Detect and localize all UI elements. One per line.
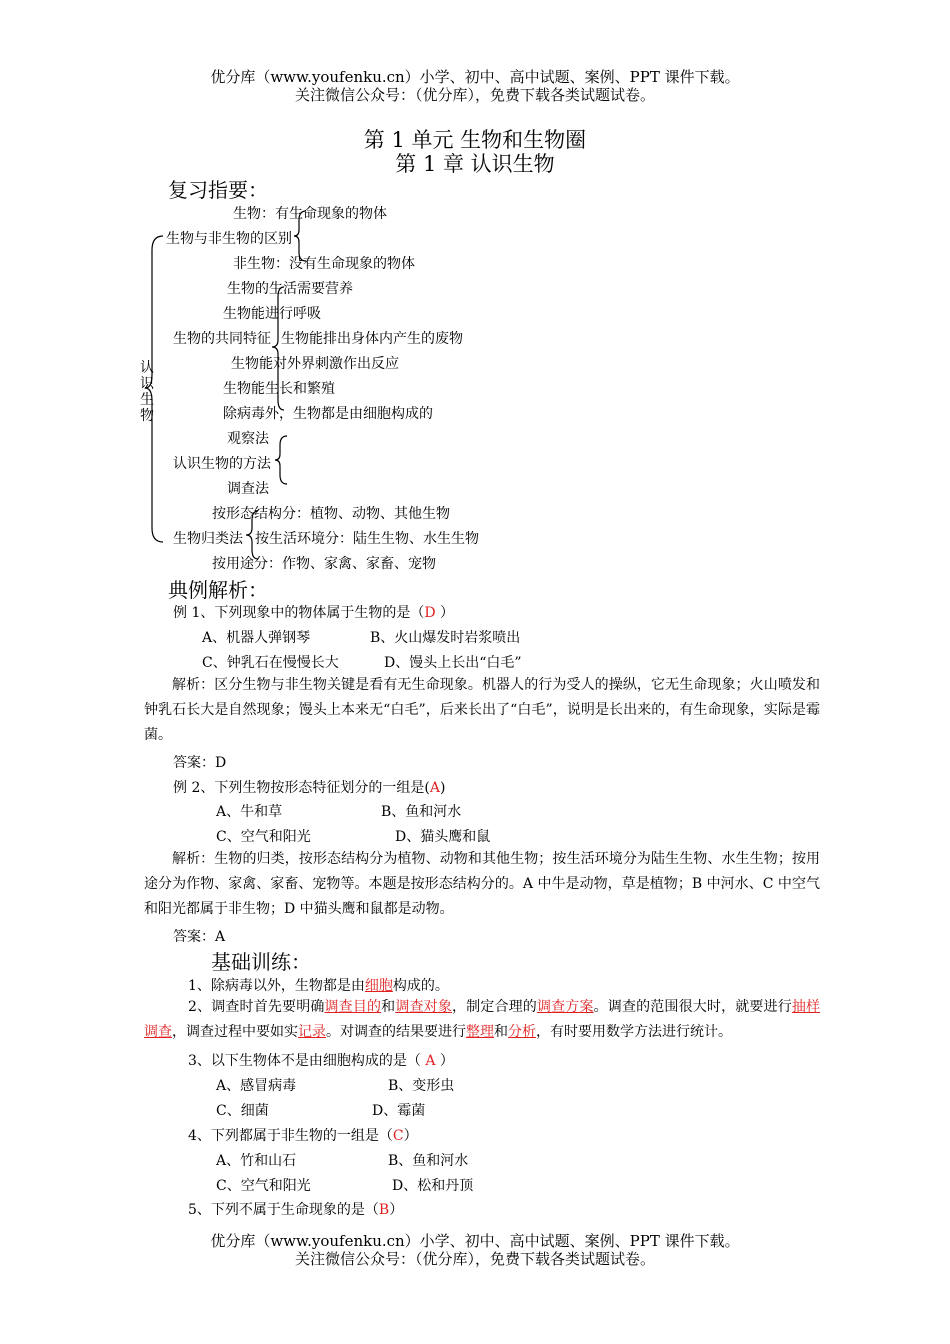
ex1-question-text: 例 1、下列现象中的物体属于生物的是（ (173, 605, 425, 621)
ex1-option-a: A、机器人弹钢琴 (202, 630, 311, 646)
footer-line-2: 关注微信公众号：（优分库），免费下载各类试题试卷。 (294, 1250, 655, 1268)
training-heading: 基础训练： (211, 950, 311, 974)
g3-item-1: 观察法 (227, 431, 269, 447)
q2-t7: 和 (494, 1024, 508, 1040)
q2-a2: 调查对象 (395, 999, 452, 1015)
g1-label: 生物与非生物的区别 (166, 231, 292, 247)
group3-brace (275, 436, 287, 484)
q3-option-d: D、霉菌 (372, 1103, 426, 1119)
q5-text: 5、下列不属于生命现象的是（ (188, 1202, 379, 1218)
header-line-1: 优分库（www.youfenku.cn）小学、初中、高中试题、案例、PPT 课件下载。 (210, 68, 740, 86)
q2-t8: ，有时要用数学方法进行统计。 (536, 1024, 732, 1040)
q1-answer: 细胞 (364, 978, 393, 994)
q4 (188, 1125, 418, 1145)
q4-option-a: A、竹和山石 (216, 1153, 297, 1169)
g3-item-2: 调查法 (227, 481, 269, 497)
q2-a1: 调查目的 (324, 999, 382, 1015)
q3-option-b: B、变形虫 (388, 1078, 455, 1094)
q2-a3: 调查方案 (536, 999, 594, 1015)
ex1-option-c: C、钟乳石在慢慢长大 (202, 655, 339, 671)
g3-label: 认识生物的方法 (173, 456, 271, 472)
ex2-option-d: D、猫头鹰和鼠 (395, 829, 491, 845)
footer-line-1: 优分库（www.youfenku.cn）小学、初中、高中试题、案例、PPT 课件下载。 (210, 1232, 740, 1250)
q3-option-c: C、细菌 (216, 1103, 269, 1119)
chapter-title: 第 1 章 认识生物 (395, 152, 555, 176)
q3-text: 3、以下生物体不是由细胞构成的是（ (188, 1053, 426, 1069)
q2-t6: 。对调查的结果要进行 (326, 1024, 466, 1040)
g2-item-6: 除病毒外，生物都是由细胞构成的 (223, 406, 433, 422)
ex1-question-end: ） (435, 605, 455, 621)
mindmap-root-label: 认识生物 (140, 360, 154, 424)
q5-answer: B (378, 1202, 390, 1218)
q2-t3: ，制定合理的 (452, 999, 537, 1015)
q4-option-b: B、鱼和河水 (388, 1153, 469, 1169)
q2-t5: ，调查过程中要如实 (172, 1024, 298, 1040)
q2-a4: 抽样调查 (144, 999, 821, 1040)
ex1-analysis: 解析：区分生物与非生物关键是看有无生命现象。机器人的行为受人的操纵，它无生命现象；火山喷发和钟乳石长大是自然现象；馒头上本来无“白毛”，后来长出了“白毛”，说明是长出来的，有生命现象，实际是霉菌。 (144, 677, 820, 743)
q5 (188, 1199, 403, 1219)
q2 (144, 995, 820, 1045)
g2-item-1: 生物的生活需要营养 (227, 281, 353, 297)
ex2-question (173, 777, 445, 797)
g4-item-1: 按形态结构分：植物、动物、其他生物 (212, 506, 450, 522)
examples-heading: 典例解析： (168, 578, 268, 602)
ex2-answer-mark: A (429, 780, 440, 796)
header-line-2: 关注微信公众号：（优分库），免费下载各类试题试卷。 (294, 86, 655, 104)
q5-text-end: ） (389, 1202, 404, 1218)
q4-text-end: ） (403, 1128, 418, 1144)
ex2-question-text: 例 2、下列生物按形态特征划分的一组是( (173, 780, 430, 796)
mindmap-brackets (0, 0, 950, 600)
g2-item-5: 生物能生长和繁殖 (223, 381, 335, 397)
ex2-option-a: A、牛和草 (216, 804, 283, 820)
g4-item-3: 按用途分：作物、家禽、家畜、宠物 (212, 556, 436, 572)
q4-option-d: D、松和丹顶 (392, 1178, 474, 1194)
root-brace (145, 236, 163, 542)
q1-text-end: 构成的。 (392, 978, 449, 994)
g1-item-1: 生物：有生命现象的物体 (233, 206, 387, 222)
ex2-question-end: ) (439, 780, 446, 796)
q1 (188, 975, 449, 995)
ex2-option-c: C、空气和阳光 (216, 829, 311, 845)
q2-a7: 分析 (508, 1024, 536, 1040)
ex1-answer-mark: D (424, 605, 436, 621)
q3 (188, 1050, 454, 1070)
q2-t2: 和 (381, 999, 396, 1015)
q3-answer: A (425, 1053, 436, 1069)
g4-item-2: 按生活环境分：陆生生物、水生生物 (255, 531, 479, 547)
review-heading: 复习指要： (168, 178, 268, 202)
q1-text: 1、除病毒以外，生物都是由 (188, 978, 365, 994)
q4-option-c: C、空气和阳光 (216, 1178, 311, 1194)
q2-t4: 。调查的范围很大时，就要进行 (593, 999, 792, 1015)
g2-label: 生物的共同特征 (173, 331, 271, 347)
q4-answer: C (392, 1128, 404, 1144)
g1-item-2: 非生物：没有生命现象的物体 (233, 256, 415, 272)
ex1-answer-line: 答案：D (173, 755, 227, 771)
ex2-analysis: 解析：生物的归类，按形态结构分为植物、动物和其他生物；按生活环境分为陆生生物、水生生物；按用途分为作物、家禽、家畜、宠物等。本题是按形态结构分的。A 中牛是动物，草是植物；B 中河水、C 中空气和阳光都属于非生物；D 中猫头鹰和鼠都是动物。 (144, 851, 820, 917)
ex2-answer-line: 答案：A (173, 929, 226, 945)
ex2-option-b: B、鱼和河水 (381, 804, 462, 820)
g2-item-3: 生物能排出身体内产生的废物 (281, 331, 463, 347)
q2-a5: 记录 (298, 1024, 326, 1040)
g4-label: 生物归类法 (173, 531, 243, 547)
g2-item-2: 生物能进行呼吸 (223, 306, 321, 322)
q2-t1: 2、调查时首先要明确 (188, 999, 325, 1015)
q4-text: 4、下列都属于非生物的一组是（ (188, 1128, 393, 1144)
q2-a6: 整理 (466, 1024, 494, 1040)
ex1-option-b: B、火山爆发时岩浆喷出 (370, 630, 521, 646)
g2-item-4: 生物能对外界刺激作出反应 (231, 356, 399, 372)
q3-option-a: A、感冒病毒 (216, 1078, 297, 1094)
unit-title: 第 1 单元 生物和生物圈 (363, 128, 587, 152)
q3-text-end: ） (435, 1053, 454, 1069)
ex1-option-d: D、馒头上长出“白毛” (384, 655, 522, 671)
ex1-question (173, 602, 454, 622)
